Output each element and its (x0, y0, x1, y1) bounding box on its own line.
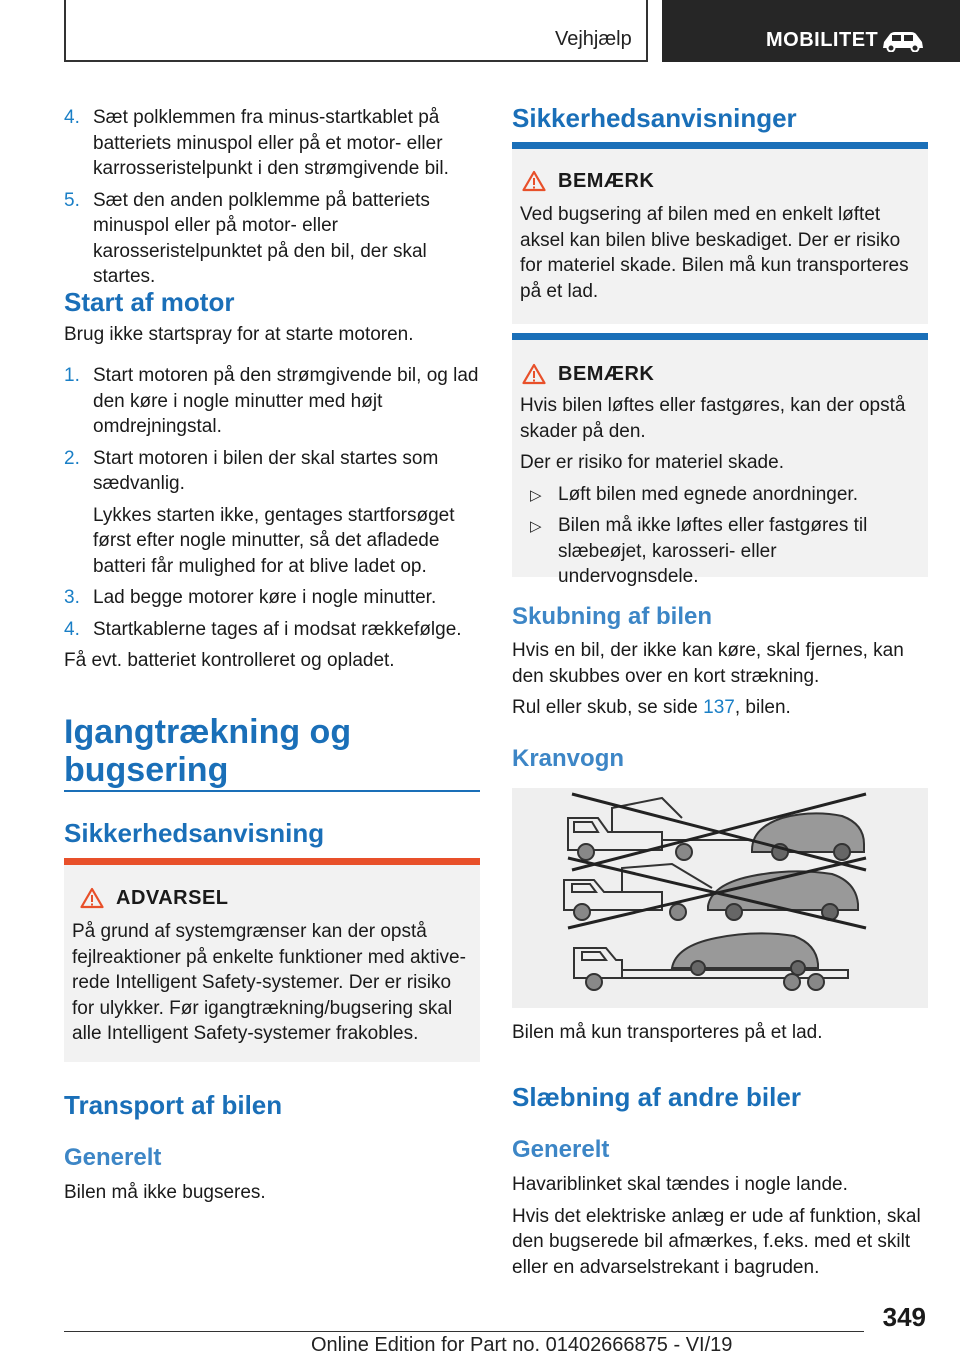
list-item (64, 105, 480, 182)
heading-general-left: Generelt (64, 1144, 162, 1171)
step-text: Sæt polklemmen fra minus-startkablet på batteriets minuspol eller på et motor- eller karrosseristelpunkt i den strømgivende bil. (93, 107, 449, 179)
list-item (64, 617, 480, 643)
warning-triangle-icon (522, 363, 546, 385)
list-item (64, 446, 480, 580)
bullet-text: Bilen må ikke løftes eller fastgøres til slæbeøjet, karosseri- eller undervognsdele. (558, 515, 868, 587)
heading-crane: Kranvogn (512, 745, 625, 772)
chapter-title: Igangtrækning og bugsering (64, 713, 352, 789)
warning-triangle-icon (522, 170, 546, 192)
list-item (64, 363, 480, 440)
step-number: 3. (64, 587, 80, 608)
note-text: Hvis bilen løftes eller fastgøres, kan der opstå skader på den. (520, 395, 906, 442)
section-title: Vejhjælp (555, 28, 632, 50)
crane-caption-block (512, 1020, 928, 1046)
heading-tow-others: Slæbning af andre biler (512, 1082, 801, 1112)
bullet-triangle-icon: ▷ (530, 486, 542, 504)
note-text-2: Der er risiko for materiel skade. (520, 452, 784, 473)
bullet-text: Løft bilen med egnede anordninger. (558, 483, 858, 505)
note-body (520, 393, 920, 590)
warning-bar (64, 858, 480, 865)
step-number: 1. (64, 365, 80, 386)
list-item (64, 585, 480, 611)
push-ref-post: , bilen. (734, 697, 791, 718)
heading-start-engine: Start af motor (64, 287, 235, 317)
push-block (512, 638, 928, 721)
start-steps-list (64, 363, 480, 674)
step-text: Lad begge motorer køre i nogle minutter. (93, 587, 437, 608)
step-text: Start motoren på den strømgivende bil, og lad den køre i nogle minutter med højt omdrejningstal. (93, 365, 479, 437)
tow-truck-illustration-icon (512, 788, 928, 1008)
footer-edition: Online Edition for Part no. 01402666875 - VI/19 (311, 1334, 733, 1356)
note-box-2 (512, 333, 928, 587)
step-number: 4. (64, 107, 80, 128)
steps-top-list (64, 105, 480, 290)
footer-rule (64, 1331, 864, 1332)
car-icon (880, 30, 926, 52)
heading-safety-right: Sikkerhedsanvisninger (512, 103, 797, 133)
general-left-text-block (64, 1180, 480, 1206)
step-number: 5. (64, 189, 80, 211)
push-ref-pre: Rul eller skub, se side (512, 697, 704, 718)
general-right-block (512, 1172, 928, 1280)
chapter-tab[interactable] (662, 0, 960, 62)
step-text: Sæt den anden polklemme på batteriets minuspol eller på motor- eller karosseristelpunktet på den bil, der skal startes. (93, 189, 430, 287)
heading-general-right: Generelt (512, 1136, 610, 1163)
note-box-1 (512, 142, 928, 324)
start-intro-text: Brug ikke startspray for at starte motoren. (64, 324, 414, 345)
list-item (520, 482, 920, 508)
step-number: 2. (64, 447, 80, 469)
bullet-triangle-icon: ▷ (530, 518, 542, 535)
page-link[interactable]: 137 (703, 697, 735, 718)
general-right-text-2: Hvis det elektriske anlæg er ude af funktion, skal den bugserede bil afmærkes, f.eks. med et skilt eller en advarselstrekant i bagruden. (512, 1205, 921, 1278)
page-number: 349 (882, 1302, 926, 1332)
step-number: 4. (64, 618, 80, 640)
step-text: Startkablerne tages af i modsat rækkefølge. (93, 618, 462, 640)
push-text: Hvis en bil, der ikke kan køre, skal fjernes, kan den skubbes over en kort strækning. (512, 640, 904, 687)
warning-triangle-icon (80, 887, 104, 909)
warning-text: På grund af systemgrænser kan der opstå fejlreaktioner på enkelte funktioner med aktive-rede Intelligent Safety-systemer. Der er risiko for ulykker. Før igangtrækning/bugsering skal alle Intelligent Safety-systemer frakobles. (72, 921, 466, 1044)
heading-push: Skubning af bilen (512, 603, 713, 630)
step-note: Lykkes starten ikke, gentages startforsøget først efter nogle minutter, så det afladede batteri får mulighed for at blive ladet op. (93, 504, 455, 577)
note-bar (512, 142, 928, 149)
list-item (64, 188, 480, 290)
note-bar (512, 333, 928, 340)
push-reference (512, 695, 928, 721)
battery-note: Få evt. batteriet kontrolleret og opladet. (64, 650, 395, 671)
start-intro (64, 322, 480, 348)
heading-transport: Transport af bilen (64, 1090, 283, 1120)
list-item (520, 513, 920, 590)
warning-box (64, 858, 480, 1062)
step-text: Start motoren i bilen der skal startes som sædvanlig. (93, 447, 439, 494)
heading-safety: Sikkerhedsanvisning (64, 818, 325, 848)
note-label: BEMÆRK (558, 170, 655, 192)
note-label: BEMÆRK (558, 363, 655, 385)
note-text: Ved bugsering af bilen med en enkelt løftet aksel kan bilen blive beskadiget. Der er risiko for materiel skade. Bilen må kun transporteres på et lad. (520, 204, 909, 302)
chapter-rule (64, 790, 480, 792)
general-left-text: Bilen må ikke bugseres. (64, 1182, 266, 1203)
towing-illustration (512, 788, 928, 1008)
chapter-tab-label: MOBILITET (766, 29, 879, 51)
general-right-text-1: Havariblinket skal tændes i nogle lande. (512, 1174, 848, 1195)
warning-label: ADVARSEL (116, 887, 229, 909)
crane-caption: Bilen må kun transporteres på et lad. (512, 1022, 823, 1043)
